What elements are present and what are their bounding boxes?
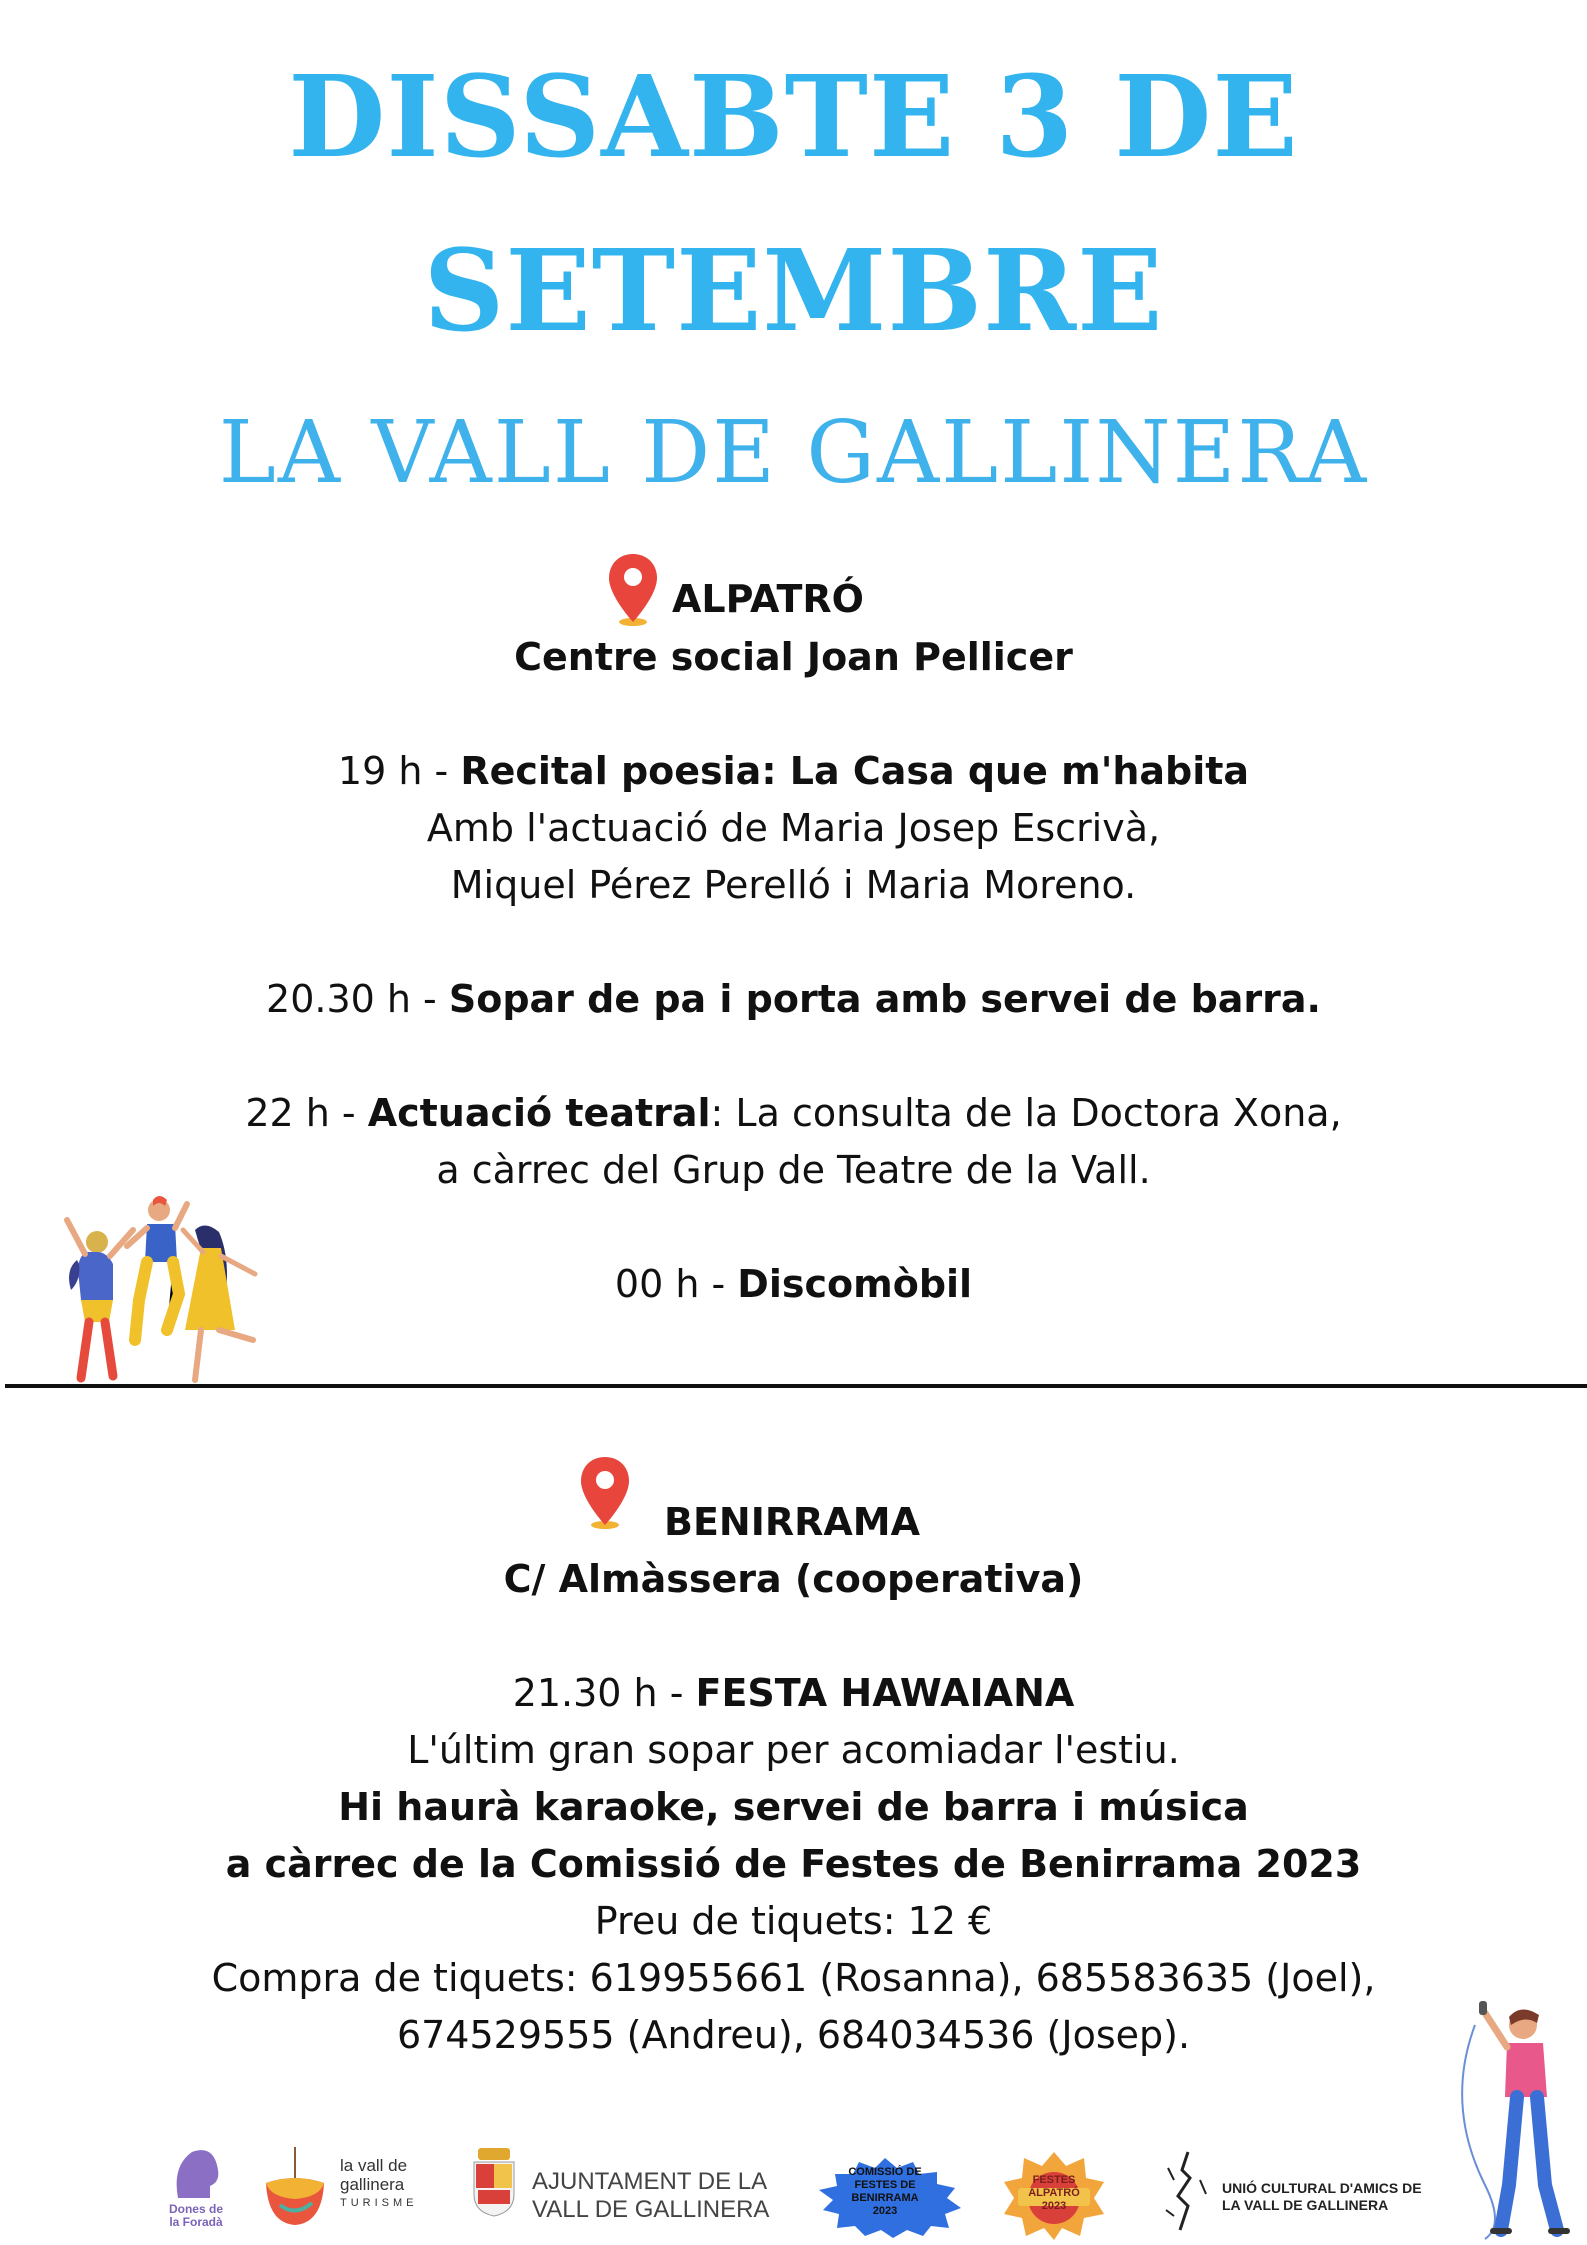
event-detail: : La consulta de la Doctora Xona, <box>710 1091 1342 1135</box>
logo-text: 2023 <box>872 2205 898 2217</box>
ticket-contacts: Compra de tiquets: 619955661 (Rosanna), 685583635 (Joel), <box>211 1956 1376 2000</box>
event-time: 00 h - <box>614 1262 738 1306</box>
location-pin-icon <box>578 1455 632 1531</box>
event-recital <box>0 743 1587 800</box>
location-pin-icon <box>606 552 660 628</box>
logo-text: gallinera <box>340 2175 405 2194</box>
event-line: Miquel Pérez Perelló i Maria Moreno. <box>450 863 1137 907</box>
logo-text: ALPATRÓ <box>1028 2187 1080 2199</box>
section-divider <box>5 1384 1587 1388</box>
event-title: Sopar de pa i porta amb servei de barra. <box>448 977 1321 1021</box>
ticket-price: Preu de tiquets: 12 € <box>594 1899 993 1943</box>
event-line-bold: Hi haurà karaoke, servei de barra i música <box>338 1785 1249 1829</box>
page-subtitle: LA VALL DE GALLINERA <box>218 403 1369 503</box>
singer-illustration <box>1445 1985 1580 2240</box>
logo-text: VALL DE GALLINERA <box>532 2196 770 2223</box>
logo-text: LA VALL DE GALLINERA <box>1222 2197 1389 2213</box>
page-title-line2: SETEMBRE <box>423 226 1164 357</box>
ticket-contacts: 674529555 (Andreu), 684034536 (Josep). <box>396 2013 1191 2057</box>
page-title-line1: DISSABTE 3 DE <box>288 52 1299 183</box>
comissio-logo <box>835 2166 935 2218</box>
logo-text: Dones de <box>168 2202 223 2216</box>
logo-text: TURISME <box>340 2197 418 2209</box>
event-teatre <box>0 1085 1587 1142</box>
logo-text: COMISSIÓ DE <box>848 2166 922 2178</box>
logo-text: UNIÓ CULTURAL D'AMICS DE <box>1222 2180 1422 2196</box>
unio-cultural-logo-icon <box>1160 2150 1216 2232</box>
event-time: 22 h - <box>245 1091 368 1135</box>
section1-venue: Centre social Joan Pellicer <box>514 635 1073 679</box>
turisme-logo <box>340 2156 418 2213</box>
unio-cultural-logo <box>1222 2180 1422 2214</box>
event-line: a càrrec del Grup de Teatre de la Vall. <box>436 1148 1151 1192</box>
logo-text: la vall de <box>340 2156 408 2175</box>
turisme-logo-icon <box>262 2143 328 2227</box>
dones-forada-logo-icon <box>170 2146 222 2202</box>
dancers-illustration <box>55 1190 265 1385</box>
event-festa-hawaiana <box>0 1665 1587 1722</box>
event-time: 20.30 h - <box>266 977 449 1021</box>
event-time: 19 h - <box>337 749 461 793</box>
logo-text: FESTES DE <box>854 2179 916 2191</box>
event-line: Amb l'actuació de Maria Josep Escrivà, <box>426 806 1161 850</box>
logo-text: 2023 <box>1041 2200 1067 2212</box>
dones-forada-logo <box>160 2203 232 2229</box>
logo-text: BENIRRAMA <box>851 2192 919 2204</box>
event-sopar <box>0 971 1587 1028</box>
event-title: Discomòbil <box>737 1262 973 1306</box>
event-title: Actuació teatral <box>367 1091 711 1135</box>
logo-text: AJUNTAMENT DE LA <box>532 2168 768 2195</box>
event-title: FESTA HAWAIANA <box>695 1671 1075 1715</box>
event-time: 21.30 h - <box>512 1671 696 1715</box>
event-line: L'últim gran sopar per acomiadar l'estiu. <box>407 1728 1180 1772</box>
section2-venue: C/ Almàssera (cooperativa) <box>503 1557 1084 1601</box>
event-title: Recital poesia: La Casa que m'habita <box>460 749 1250 793</box>
section2-town: BENIRRAMA <box>664 1500 921 1544</box>
logo-text: FESTES <box>1032 2174 1076 2186</box>
ajuntament-shield-icon <box>470 2146 518 2218</box>
logo-text: la Foradà <box>169 2215 223 2229</box>
event-line-bold: a càrrec de la Comissió de Festes de Benirrama 2023 <box>225 1842 1362 1886</box>
section1-town: ALPATRÓ <box>672 577 864 621</box>
ajuntament-logo <box>532 2168 769 2224</box>
festes-alpatro-logo <box>1000 2174 1108 2213</box>
